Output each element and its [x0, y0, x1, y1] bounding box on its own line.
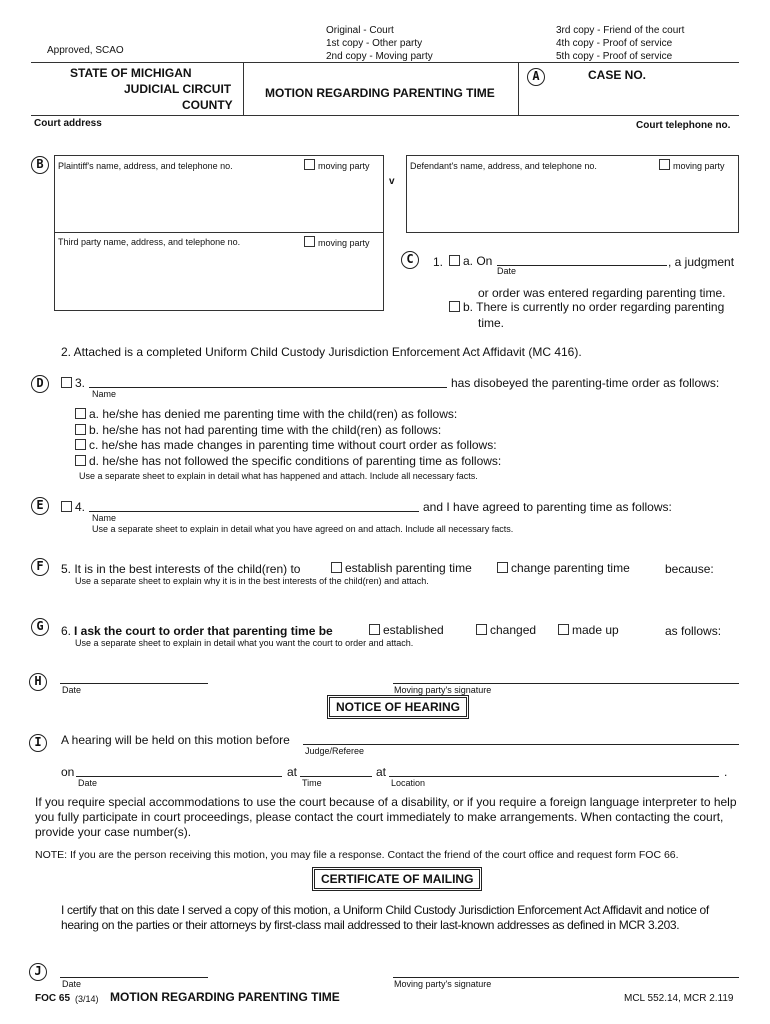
option-label: established	[383, 623, 444, 637]
option-label: made up	[572, 623, 619, 637]
item3-note: Use a separate sheet to explain in detail what has happened and attach. Include all necessary facts.	[79, 471, 478, 481]
page-title: MOTION REGARDING PARENTING TIME	[265, 86, 495, 100]
checkbox-icon[interactable]	[304, 236, 315, 247]
moving-party-label: moving party	[673, 161, 725, 171]
signature-caption: Moving party's signature	[394, 685, 492, 695]
marker-b: B	[31, 156, 49, 174]
date-caption: Date	[497, 266, 517, 276]
plaintiff-label: Plaintiff's name, address, and telephone no.	[58, 161, 233, 171]
checkbox-icon[interactable]	[369, 624, 380, 635]
checkbox-icon[interactable]	[659, 159, 670, 170]
item6-text: I ask the court to order that parenting time be	[74, 624, 333, 638]
form-revision: (3/14)	[75, 994, 99, 1004]
plaintiff-moving-party[interactable]	[304, 159, 370, 171]
item4-number: 4.	[75, 500, 86, 514]
marker-i: I	[29, 734, 47, 752]
because-label: because:	[665, 562, 714, 576]
change-option[interactable]	[497, 561, 630, 575]
option-label: d. he/she has not followed the specific conditions of parenting time as follows:	[89, 453, 502, 468]
item3a-option[interactable]	[75, 407, 501, 423]
item3-tail: has disobeyed the parenting-time order as follows:	[451, 376, 720, 390]
on-label: on	[61, 765, 75, 779]
copies-right	[556, 24, 684, 63]
copy-line: 1st copy - Other party	[326, 38, 423, 49]
marker-j: J	[29, 963, 47, 981]
item3-name-line[interactable]	[89, 387, 447, 388]
hearing-location-line[interactable]	[389, 776, 719, 777]
establish-option[interactable]	[331, 561, 472, 575]
marker-d: D	[31, 375, 49, 393]
item3c-option[interactable]	[75, 438, 501, 454]
item1a-option[interactable]	[449, 254, 492, 268]
state-label: STATE OF MICHIGAN	[70, 66, 192, 80]
established-option[interactable]	[369, 623, 444, 637]
court-phone-label: Court telephone no.	[636, 120, 731, 131]
approved-text: Approved, SCAO	[47, 45, 124, 56]
time-caption: Time	[302, 778, 322, 788]
third-party-moving-party[interactable]	[304, 236, 370, 248]
item3-options	[75, 407, 501, 469]
checkbox-icon[interactable]	[304, 159, 315, 170]
item1b-option[interactable]	[449, 300, 724, 314]
signature-date-line[interactable]	[60, 683, 208, 684]
date-caption: Date	[62, 685, 82, 695]
certificate-title: CERTIFICATE OF MAILING	[314, 869, 480, 889]
certificate-text: I certify that on this date I served a copy of this motion, a Uniform Child Custody Jurisdiction Enforcement Act Affidavit and notice of hearing on the parties or their attorneys by first-class mail addressed to their last-known addresses as defined in MCR 3.203.	[61, 903, 709, 932]
copy-line: 2nd copy - Moving party	[326, 51, 433, 62]
marker-a: A	[527, 68, 545, 86]
checkbox-icon[interactable]	[61, 377, 72, 388]
checkbox-icon[interactable]	[476, 624, 487, 635]
option-label: b. he/she has not had parenting time with the child(ren) as follows:	[89, 422, 442, 437]
judge-line[interactable]	[303, 744, 739, 745]
hearing-date-line[interactable]	[76, 776, 282, 777]
case-no-label: CASE NO.	[588, 68, 647, 82]
at-label: at	[287, 765, 298, 779]
item1b-continued: time.	[478, 316, 505, 330]
option-label: establish parenting time	[345, 561, 472, 575]
checkbox-icon[interactable]	[75, 455, 86, 466]
checkbox-icon[interactable]	[449, 255, 460, 266]
item4-tail: and I have agreed to parenting time as follows:	[423, 500, 672, 514]
county-label: COUNTY	[182, 98, 233, 112]
copy-line: 3rd copy - Friend of the court	[556, 25, 685, 36]
checkbox-icon[interactable]	[497, 562, 508, 573]
plaintiff-box[interactable]	[54, 155, 384, 233]
item4-note: Use a separate sheet to explain in detail what you have agreed on and attach. Include all necessary facts.	[92, 524, 514, 534]
checkbox-icon[interactable]	[75, 408, 86, 419]
item1-order-text: or order was entered regarding parenting time.	[478, 286, 726, 300]
header-divider	[243, 62, 244, 116]
certificate-signature-line[interactable]	[393, 977, 739, 978]
circuit-label: JUDICIAL CIRCUIT	[124, 82, 232, 96]
judgment-label: , a judgment	[668, 255, 735, 269]
date-caption: Date	[62, 979, 82, 989]
item1a-label: a. On	[463, 254, 493, 268]
defendant-box[interactable]	[406, 155, 739, 233]
copies-left	[326, 24, 433, 63]
name-caption: Name	[92, 389, 117, 399]
header-divider	[518, 62, 519, 116]
item3-option[interactable]	[61, 376, 85, 390]
form-number: FOC 65	[35, 993, 71, 1004]
item1-number: 1.	[433, 255, 444, 269]
name-caption: Name	[92, 513, 117, 523]
made-up-option[interactable]	[558, 623, 619, 637]
response-note: NOTE: If you are the person receiving this motion, you may file a response. Contact the friend of the court office and request form FOC 66.	[35, 849, 679, 861]
item3b-option[interactable]	[75, 423, 501, 439]
notice-of-hearing-title: NOTICE OF HEARING	[329, 697, 467, 717]
marker-h: H	[29, 673, 47, 691]
moving-party-label: moving party	[318, 161, 370, 171]
item5-text: 5. It is in the best interests of the child(ren) to	[61, 562, 301, 576]
item3-number: 3.	[75, 376, 86, 390]
marker-g: G	[31, 618, 49, 636]
item6-number: 6.	[61, 624, 72, 638]
option-label: change parenting time	[511, 561, 630, 575]
judgment-date-line[interactable]	[497, 265, 667, 266]
checkbox-icon[interactable]	[558, 624, 569, 635]
checkbox-icon[interactable]	[331, 562, 342, 573]
moving-party-label: moving party	[318, 238, 370, 248]
court-address-label: Court address	[34, 118, 102, 129]
as-follows-label: as follows:	[665, 624, 722, 638]
changed-option[interactable]	[476, 623, 536, 637]
marker-c: C	[401, 251, 419, 269]
copy-line: Original - Court	[326, 25, 394, 36]
marker-e: E	[31, 497, 49, 515]
at-label: at	[376, 765, 387, 779]
third-party-box[interactable]	[54, 233, 384, 311]
third-party-label: Third party name, address, and telephone no.	[58, 237, 241, 247]
marker-f: F	[31, 558, 49, 576]
checkbox-icon[interactable]	[61, 501, 72, 512]
checkbox-icon[interactable]	[75, 439, 86, 450]
certificate-date-line[interactable]	[60, 977, 208, 978]
checkbox-icon[interactable]	[449, 301, 460, 312]
item4-name-line[interactable]	[89, 511, 419, 512]
copy-line: 5th copy - Proof of service	[556, 51, 673, 62]
defendant-moving-party[interactable]	[659, 159, 725, 171]
item3d-option[interactable]	[75, 454, 501, 470]
period: .	[724, 765, 728, 779]
option-label: a. he/she has denied me parenting time with the child(ren) as follows:	[89, 407, 458, 421]
hearing-time-line[interactable]	[300, 776, 372, 777]
location-caption: Location	[391, 778, 426, 788]
hearing-before-text: A hearing will be held on this motion before	[61, 733, 290, 747]
option-label: changed	[490, 623, 537, 637]
versus-label: v	[389, 176, 395, 187]
defendant-label: Defendant's name, address, and telephone no.	[410, 161, 597, 171]
item2-text: 2. Attached is a completed Uniform Child Custody Jurisdiction Enforcement Act Affidavit (MC 416).	[61, 345, 582, 359]
item5-note: Use a separate sheet to explain why it is in the best interests of the child(ren) and attach.	[75, 576, 429, 586]
footer-citation: MCL 552.14, MCR 2.119	[624, 993, 734, 1004]
option-label: c. he/she has made changes in parenting time without court order as follows:	[89, 438, 497, 452]
judge-caption: Judge/Referee	[305, 746, 365, 756]
signature-line[interactable]	[393, 683, 739, 684]
item1b-label: b. There is currently no order regarding parenting	[463, 300, 725, 314]
checkbox-icon[interactable]	[75, 424, 86, 435]
item6-note: Use a separate sheet to explain in detail what you want the court to order and attach.	[75, 638, 414, 648]
copy-line: 4th copy - Proof of service	[556, 38, 673, 49]
item4-option[interactable]	[61, 500, 85, 514]
footer-title: MOTION REGARDING PARENTING TIME	[110, 990, 340, 1004]
signature-caption: Moving party's signature	[394, 979, 492, 989]
date-caption: Date	[78, 778, 98, 788]
accommodations-text: If you require special accommodations to use the court because of a disability, or if you require a foreign language interpreter to help you fully participate in court proceedings, please contact the court immediately to make arrangements. When contacting the court, provide your case number(s).	[35, 795, 737, 839]
